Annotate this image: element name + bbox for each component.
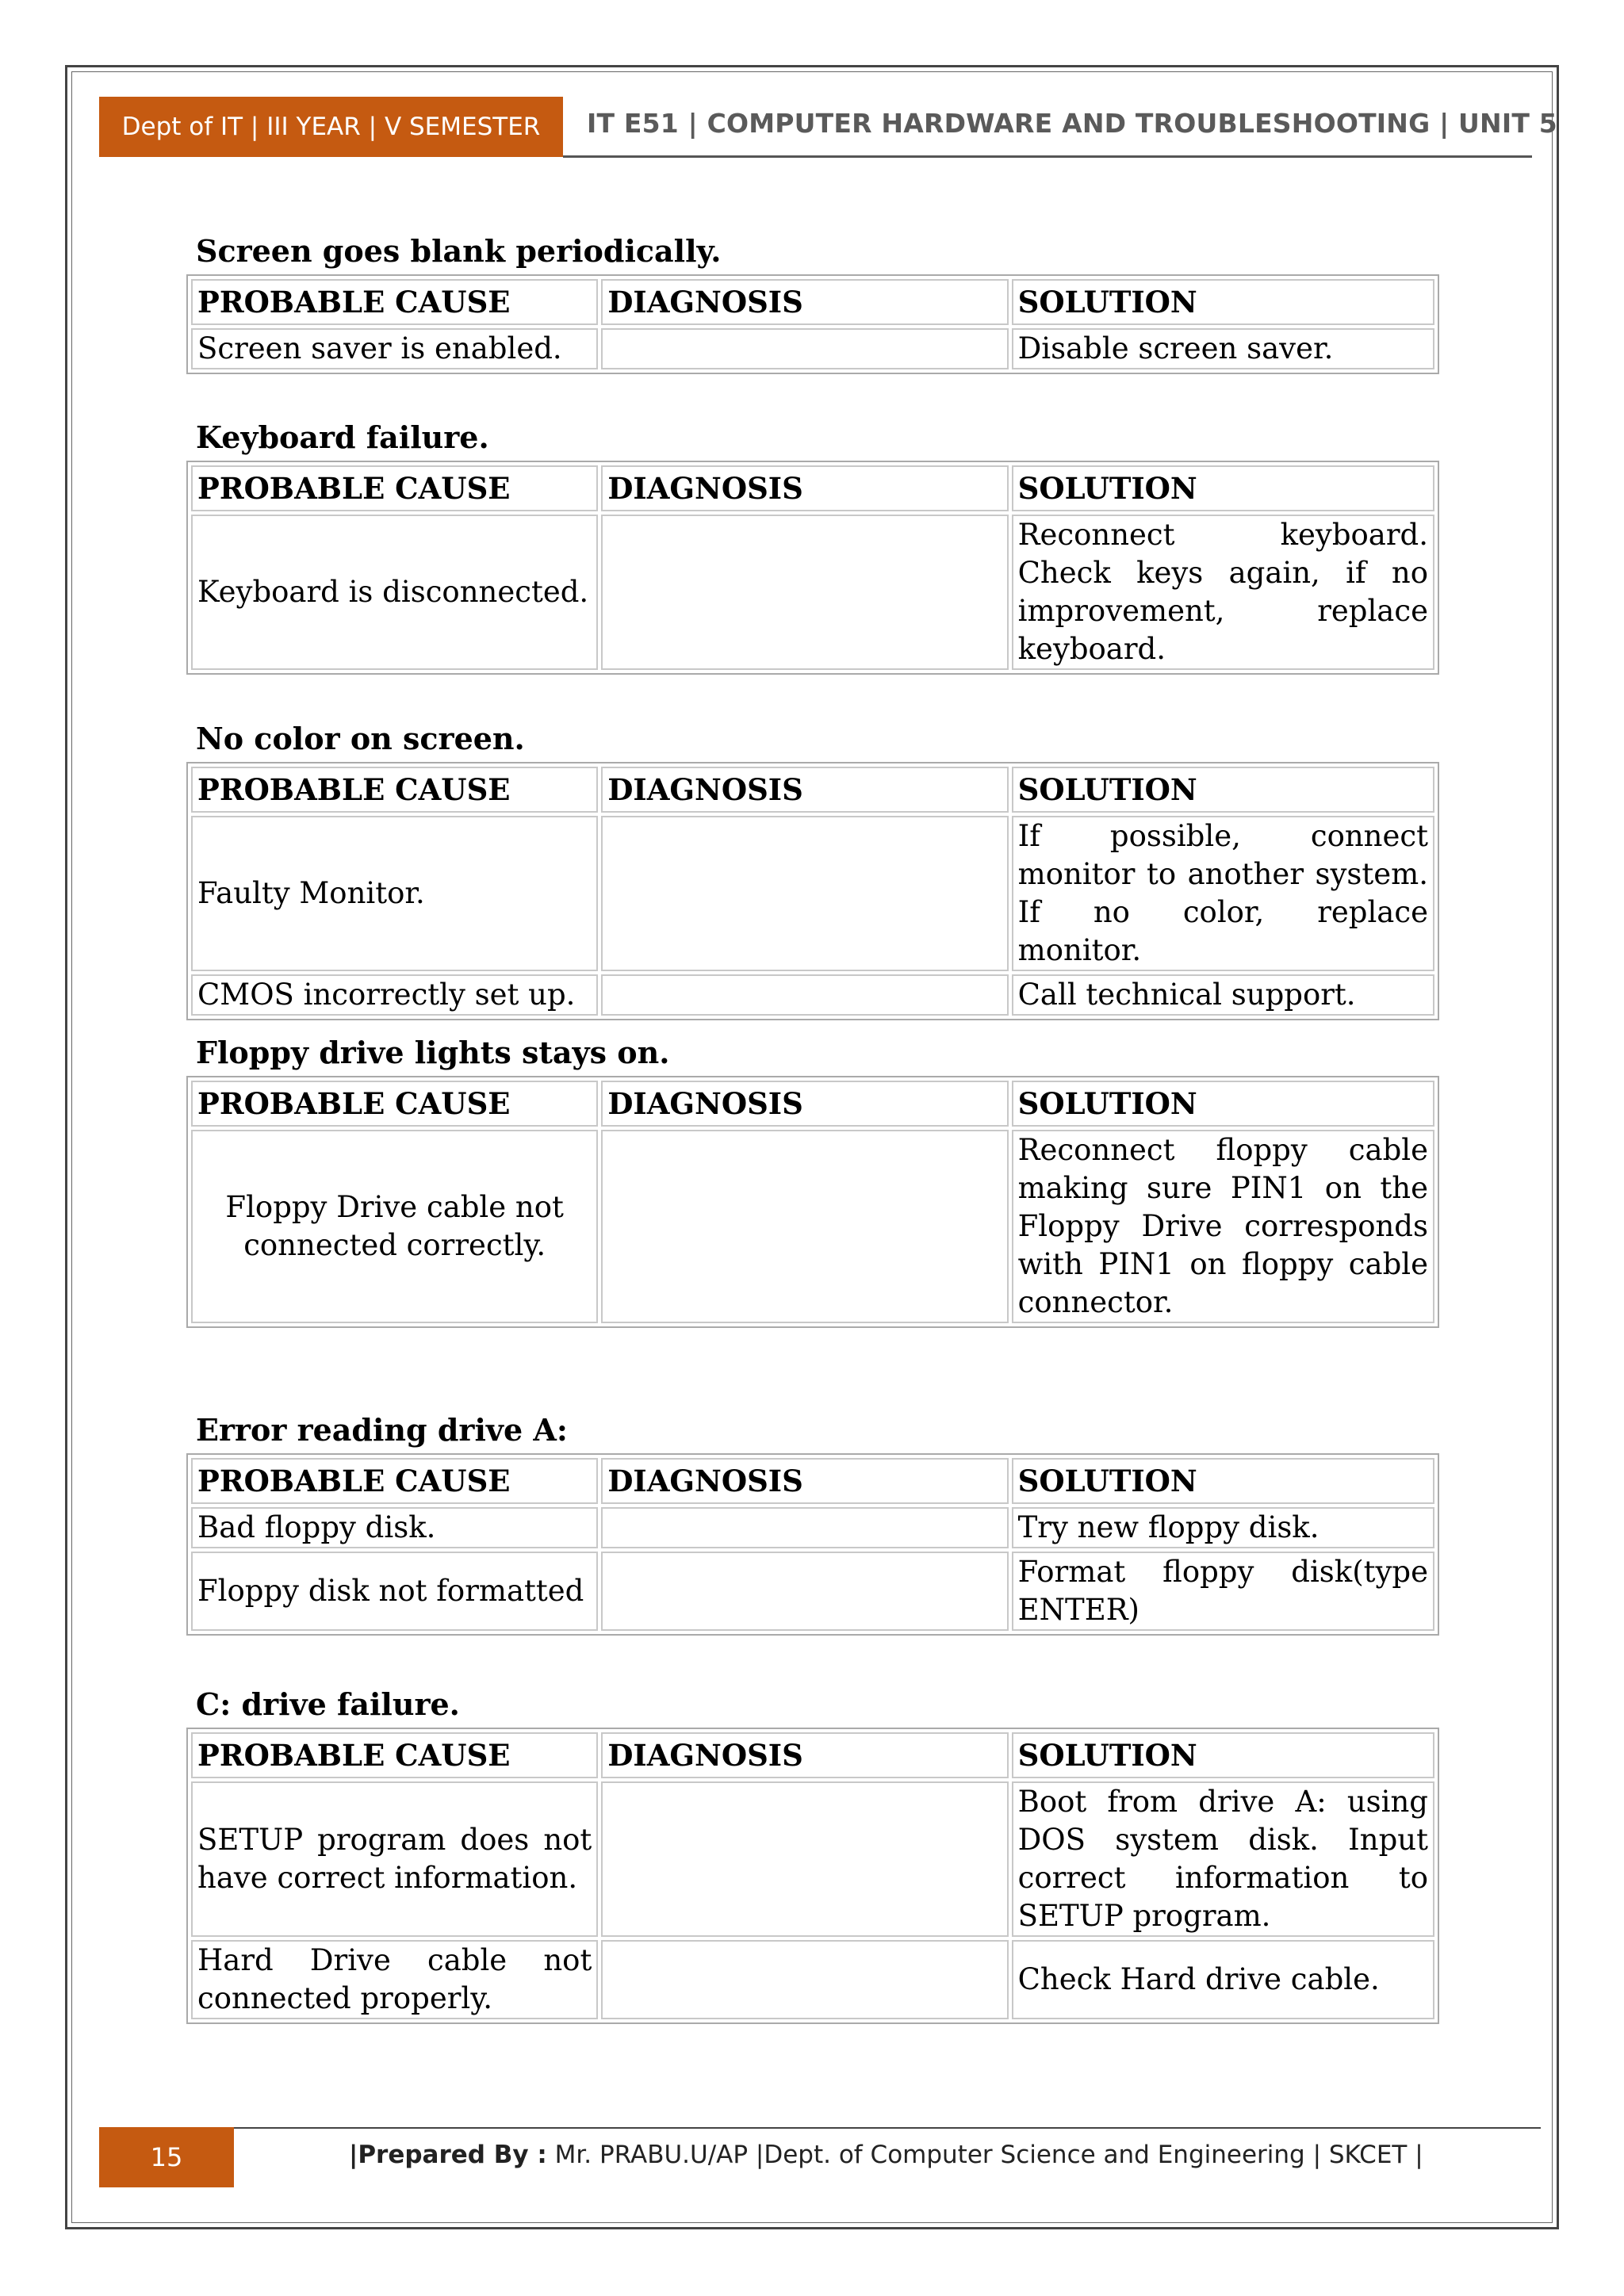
solution-cell: Call technical support.	[1012, 974, 1434, 1016]
table-header-row	[191, 1081, 1434, 1127]
cause-cell: CMOS incorrectly set up.	[191, 974, 598, 1016]
header-dept-box	[99, 97, 563, 157]
section-keyboard-failure	[186, 419, 1439, 675]
table-row	[191, 328, 1434, 369]
header-cell-solution: SOLUTION	[1012, 1732, 1434, 1778]
solution-cell: Format floppy disk(type ENTER)	[1012, 1552, 1434, 1631]
diagnosis-cell	[601, 1552, 1008, 1631]
troubleshoot-table	[186, 461, 1439, 675]
section-error-drive-a	[186, 1412, 1439, 1636]
cause-cell: Screen saver is enabled.	[191, 328, 598, 369]
diagnosis-cell	[601, 1507, 1008, 1548]
header-cell-cause: PROBABLE CAUSE	[191, 767, 598, 813]
diagnosis-cell	[601, 974, 1008, 1016]
troubleshoot-table	[186, 274, 1439, 374]
section-screen-blank	[186, 233, 1439, 374]
section-c-drive-failure	[186, 1686, 1439, 2024]
section-no-color	[186, 721, 1439, 1020]
cause-cell: Hard Drive cable not connected properly.	[191, 1940, 598, 2019]
section-title: No color on screen.	[196, 721, 525, 756]
header-cell-solution: SOLUTION	[1012, 279, 1434, 325]
solution-cell: Try new floppy disk.	[1012, 1507, 1434, 1548]
header-cell-diagnosis: DIAGNOSIS	[601, 1081, 1008, 1127]
table-row	[191, 816, 1434, 971]
header-cell-diagnosis: DIAGNOSIS	[601, 279, 1008, 325]
section-title: C: drive failure.	[196, 1686, 460, 1722]
table-row	[191, 1130, 1434, 1323]
table-header-row	[191, 1458, 1434, 1504]
table-row	[191, 1940, 1434, 2019]
troubleshoot-table	[186, 1728, 1439, 2024]
header-dept-text: Dept of IT | III YEAR | V SEMESTER	[121, 113, 541, 141]
section-title: Floppy drive lights stays on.	[196, 1035, 670, 1070]
table-row	[191, 1781, 1434, 1937]
header-cell-cause: PROBABLE CAUSE	[191, 1732, 598, 1778]
header-cell-diagnosis: DIAGNOSIS	[601, 767, 1008, 813]
solution-cell: Reconnect floppy cable making sure PIN1 on the Floppy Drive corresponds with PIN1 on floppy cable connector.	[1012, 1130, 1434, 1323]
solution-cell: Disable screen saver.	[1012, 328, 1434, 369]
page-number-box	[99, 2127, 234, 2187]
diagnosis-cell	[601, 1940, 1008, 2019]
table-header-row	[191, 1732, 1434, 1778]
table-row	[191, 515, 1434, 670]
page-number: 15	[150, 2142, 183, 2172]
table-row	[191, 974, 1434, 1016]
header-cell-cause: PROBABLE CAUSE	[191, 279, 598, 325]
table-header-row	[191, 465, 1434, 511]
footer-credits	[349, 2141, 1423, 2169]
header-cell-diagnosis: DIAGNOSIS	[601, 465, 1008, 511]
solution-cell: Reconnect keyboard. Check keys again, if no improvement, replace keyboard.	[1012, 515, 1434, 670]
cause-cell: Bad floppy disk.	[191, 1507, 598, 1548]
header-cell-cause: PROBABLE CAUSE	[191, 1081, 598, 1127]
header-cell-cause: PROBABLE CAUSE	[191, 465, 598, 511]
section-floppy-lights	[186, 1035, 1439, 1328]
diagnosis-cell	[601, 1781, 1008, 1937]
troubleshoot-table	[186, 1076, 1439, 1328]
solution-cell: Check Hard drive cable.	[1012, 1940, 1434, 2019]
footer-prepared-label: |Prepared By :	[349, 2141, 547, 2169]
troubleshoot-table	[186, 1453, 1439, 1636]
table-row	[191, 1507, 1434, 1548]
header-cell-diagnosis: DIAGNOSIS	[601, 1732, 1008, 1778]
header-cell-diagnosis: DIAGNOSIS	[601, 1458, 1008, 1504]
diagnosis-cell	[601, 816, 1008, 971]
troubleshoot-table	[186, 762, 1439, 1020]
cause-cell: Floppy disk not formatted	[191, 1552, 598, 1631]
cause-cell: SETUP program does not have correct information.	[191, 1781, 598, 1937]
header-rule	[563, 155, 1532, 158]
cause-cell: Faulty Monitor.	[191, 816, 598, 971]
header-cell-solution: SOLUTION	[1012, 465, 1434, 511]
footer-rule	[234, 2127, 1541, 2129]
header-title: IT E51 | COMPUTER HARDWARE AND TROUBLESHOOTING | UNIT 5	[587, 108, 1557, 139]
section-title: Error reading drive A:	[196, 1412, 568, 1448]
header-cell-solution: SOLUTION	[1012, 1081, 1434, 1127]
cause-cell: Keyboard is disconnected.	[191, 515, 598, 670]
table-row	[191, 1552, 1434, 1631]
table-header-row	[191, 767, 1434, 813]
solution-cell: If possible, connect monitor to another system. If no color, replace monitor.	[1012, 816, 1434, 971]
section-title: Screen goes blank periodically.	[196, 233, 722, 269]
diagnosis-cell	[601, 328, 1008, 369]
diagnosis-cell	[601, 515, 1008, 670]
header-cell-cause: PROBABLE CAUSE	[191, 1458, 598, 1504]
cause-cell: Floppy Drive cable not connected correctly.	[191, 1130, 598, 1323]
header-cell-solution: SOLUTION	[1012, 767, 1434, 813]
header-cell-solution: SOLUTION	[1012, 1458, 1434, 1504]
diagnosis-cell	[601, 1130, 1008, 1323]
footer-prepared-text: Mr. PRABU.U/AP |Dept. of Computer Science and Engineering | SKCET |	[546, 2141, 1423, 2169]
solution-cell: Boot from drive A: using DOS system disk. Input correct information to SETUP program.	[1012, 1781, 1434, 1937]
section-title: Keyboard failure.	[196, 419, 489, 455]
table-header-row	[191, 279, 1434, 325]
